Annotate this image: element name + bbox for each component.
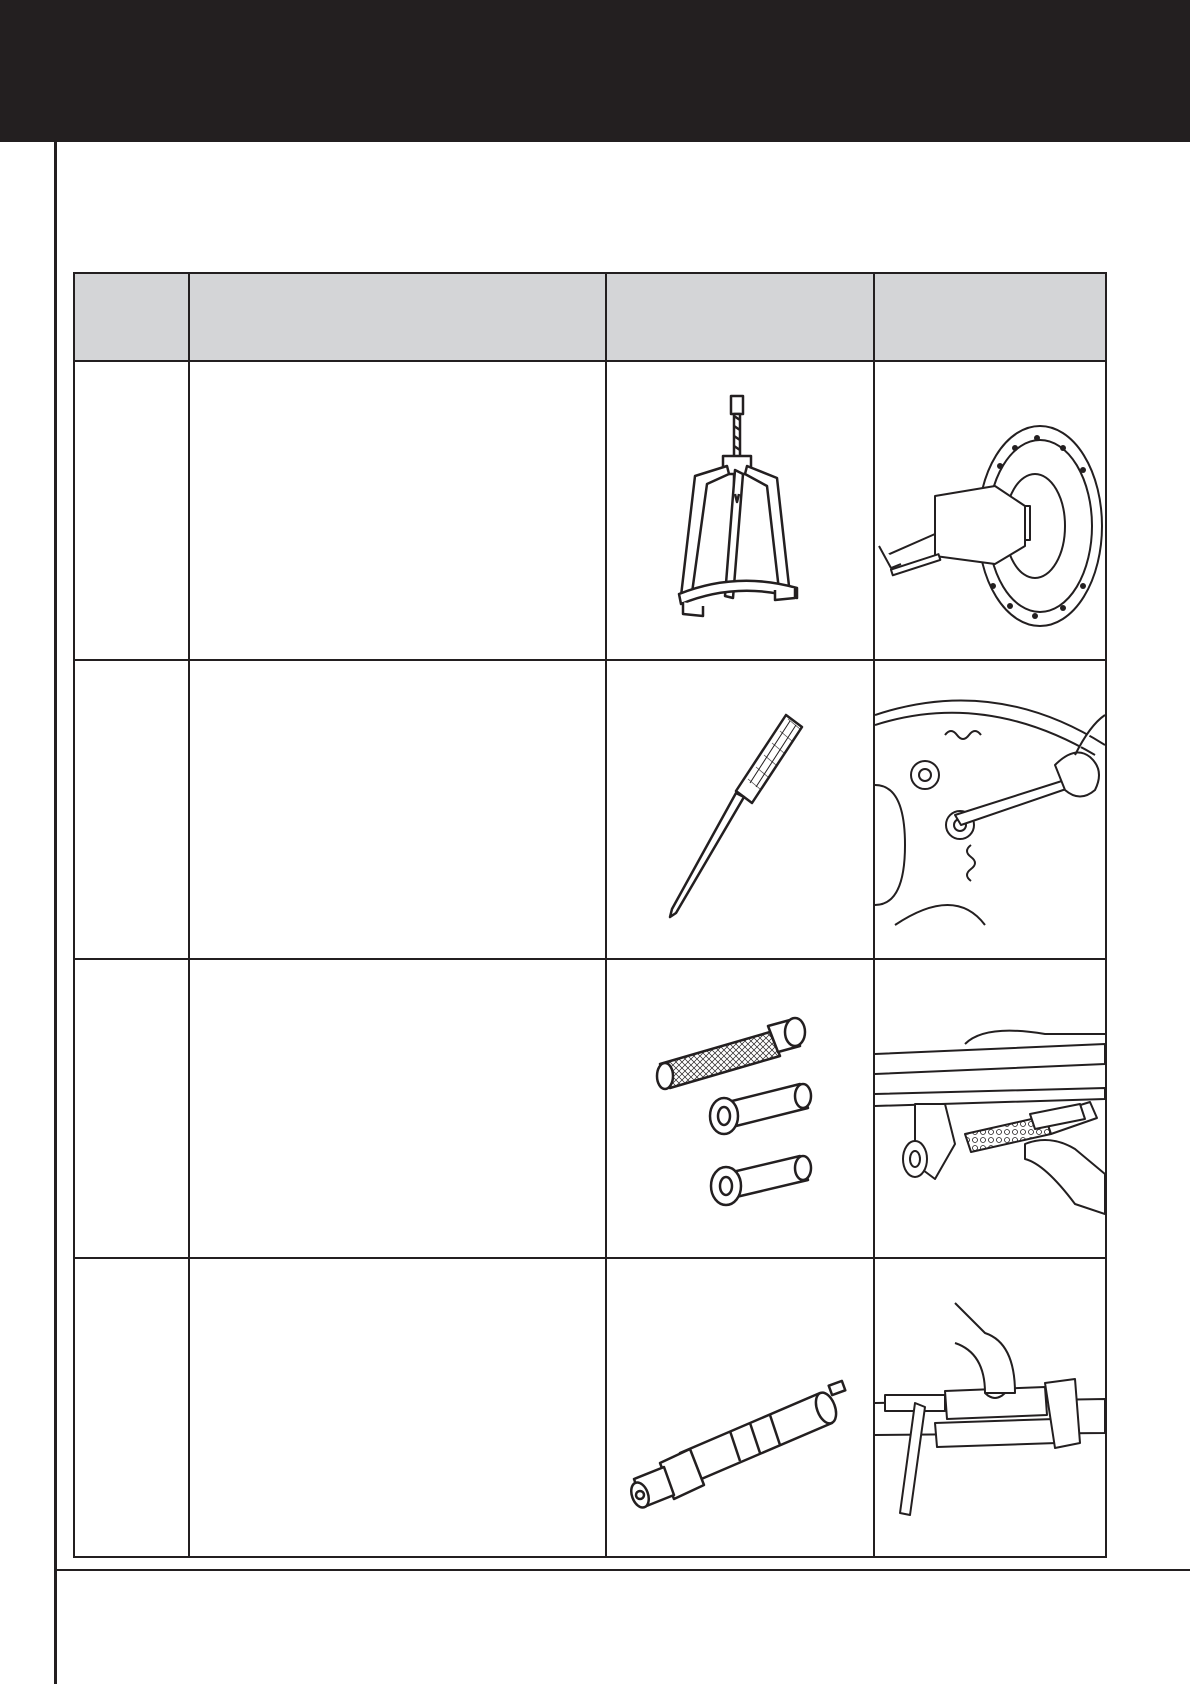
table-row [74, 1258, 1106, 1557]
tool-number [74, 959, 189, 1258]
column-header [874, 273, 1106, 361]
left-margin-rule [54, 142, 57, 1684]
tool-description [189, 660, 606, 959]
column-header [74, 273, 189, 361]
tool-number [74, 1258, 189, 1557]
header-band [0, 0, 1190, 142]
table-row [74, 959, 1106, 1258]
three-jaw-puller-icon [665, 386, 815, 636]
tool-description [189, 361, 606, 660]
table-row [74, 660, 1106, 959]
bushing-installation-icon [875, 984, 1105, 1234]
tool-description [189, 959, 606, 1258]
column-header [606, 273, 874, 361]
special-tools-table [73, 272, 1107, 1558]
spring-lever-icon [640, 685, 840, 935]
slide-hammer-icon [620, 1283, 860, 1533]
table-header-row [74, 273, 1106, 361]
tool-number [74, 660, 189, 959]
footer-rule [54, 1569, 1190, 1571]
tool-number [74, 361, 189, 660]
slide-hammer-use-icon [875, 1283, 1105, 1533]
bushing-drift-set-icon [640, 984, 840, 1234]
column-header [189, 273, 606, 361]
table-row [74, 361, 1106, 660]
tool-description [189, 1258, 606, 1557]
page-title [80, 160, 1080, 220]
puller-on-hub-icon [875, 386, 1105, 636]
brake-spring-removal-icon [875, 685, 1105, 935]
